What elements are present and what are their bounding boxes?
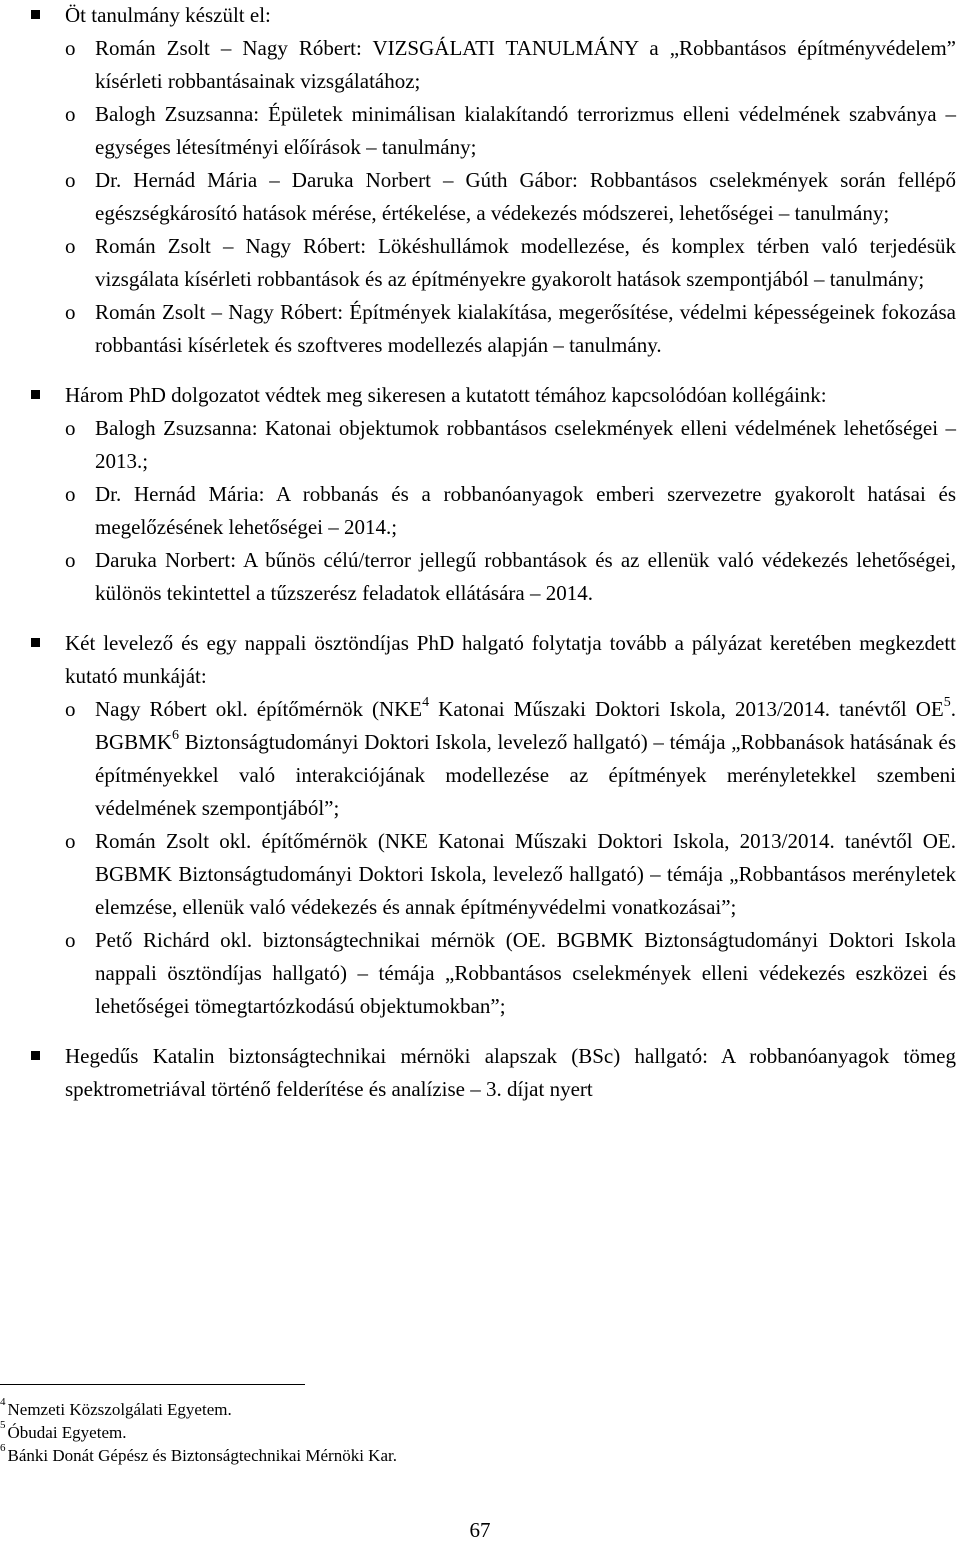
square-bullet-icon xyxy=(31,10,40,19)
sub-list-item xyxy=(65,164,956,230)
circle-bullet-icon: o xyxy=(65,36,76,60)
footnote-divider xyxy=(0,1384,305,1385)
bullet-text: Öt tanulmány készült el: xyxy=(65,3,271,27)
bullet-text: Három PhD dolgozatot védtek meg sikeresen a kutatott témához kapcsolódóan kollégáink: xyxy=(65,383,827,407)
circle-bullet-icon: o xyxy=(65,928,76,952)
sub-list-item xyxy=(65,296,956,362)
footnotes xyxy=(0,1398,900,1467)
circle-bullet-icon: o xyxy=(65,482,76,506)
footnote-number: 4 xyxy=(0,1396,6,1409)
circle-bullet-icon: o xyxy=(65,697,76,721)
circle-bullet-icon: o xyxy=(65,300,76,324)
footnote xyxy=(0,1444,900,1467)
bullet-text: Két levelező és egy nappali ösztöndíjas PhD halgató folytatja tovább a pályázat keretében megkezdett kutató munkáját: xyxy=(65,631,956,688)
sub-list xyxy=(65,32,956,362)
circle-bullet-icon: o xyxy=(65,168,76,192)
footnote-text: Nemzeti Közszolgálati Egyetem. xyxy=(7,1400,232,1419)
sub-item-text: Dr. Hernád Mária: A robbanás és a robbanóanyagok emberi szervezetre gyakorolt hatásai és megelőzésének lehetőségei – 2014.; xyxy=(95,482,956,539)
sub-list-item xyxy=(65,825,956,924)
footnote-text: Bánki Donát Gépész és Biztonságtechnikai Mérnöki Kar. xyxy=(7,1446,397,1465)
sub-item-text: Daruka Norbert: A bűnös célú/terror jellegű robbantások és az ellenük való védekezés lehetőségei, különös tekintettel a tűzszerész feladatok ellátására – 2014. xyxy=(95,548,956,605)
circle-bullet-icon: o xyxy=(65,102,76,126)
footnote-ref-6[interactable]: 6 xyxy=(172,728,180,743)
square-bullet-icon xyxy=(31,390,40,399)
circle-bullet-icon: o xyxy=(65,829,76,853)
circle-bullet-icon: o xyxy=(65,548,76,572)
sub-item-text: Román Zsolt – Nagy Róbert: Építmények kialakítása, megerősítése, védelmi képességeinek fokozása robbantási kísérletek és szoftveres modellezés alapján – tanulmány. xyxy=(95,300,956,357)
sub-list-item xyxy=(65,98,956,164)
sub-list xyxy=(65,693,956,1023)
sub-item-text: Balogh Zsuzsanna: Katonai objektumok robbantásos cselekmények elleni védelmének lehetőségei – 2013.; xyxy=(95,416,956,473)
sub-list-item xyxy=(65,693,956,825)
footnote-ref-4[interactable]: 4 xyxy=(422,695,430,710)
bullet-item xyxy=(28,379,956,610)
bullet-text: Hegedűs Katalin biztonságtechnikai mérnöki alapszak (BSc) hallgató: A robbanóanyagok tömeg spektrometriával történő felderítése és analízise – 3. díjat nyert xyxy=(65,1044,956,1101)
main-content xyxy=(28,0,956,1106)
footnote-text: Óbudai Egyetem. xyxy=(7,1423,127,1442)
sub-item-text: Román Zsolt – Nagy Róbert: VIZSGÁLATI TANULMÁNY a „Robbantásos építményvédelem” kísérleti robbantásainak vizsgálatához; xyxy=(95,36,956,93)
bullet-item xyxy=(28,627,956,1023)
sub-list-item xyxy=(65,230,956,296)
sub-item-text: Balogh Zsuzsanna: Épületek minimálisan kialakítandó terrorizmus elleni védelmének szabványa – egységes létesítményi előírások – tanulmány; xyxy=(95,102,956,159)
sub-item-text-part: Katonai Műszaki Doktori Iskola, 2013/2014. tanévtől OE xyxy=(429,697,944,721)
sub-list-item xyxy=(65,924,956,1023)
sub-item-text: Román Zsolt okl. építőmérnök (NKE Katonai Műszaki Doktori Iskola, 2013/2014. tanévtől OE. BGBMK Biztonságtudományi Doktori Iskola, levelező hallgató) – témája „Robbantásos merényletek elemzése, ellenük való védekezés és annak építményvédelmi vonatkozásai”; xyxy=(95,829,956,919)
footnote-number: 6 xyxy=(0,1442,6,1455)
sub-item-text: Dr. Hernád Mária – Daruka Norbert – Gúth Gábor: Robbantásos cselekmények során fellépő egészségkárosító hatások mérése, értékelése, a védekezés módszerei, lehetőségei – tanulmány; xyxy=(95,168,956,225)
sub-list-item xyxy=(65,32,956,98)
sub-item-text: Pető Richárd okl. biztonságtechnikai mérnök (OE. BGBMK Biztonságtudományi Doktori Iskola nappali ösztöndíjas hallgató) – témája „Robbantásos cselekmények elleni védekezés eszközei és lehetőségei tömegtartózkodású objektumokban”; xyxy=(95,928,956,1018)
circle-bullet-icon: o xyxy=(65,234,76,258)
footnote-ref-5[interactable]: 5 xyxy=(943,695,951,710)
sub-list-item xyxy=(65,412,956,478)
footnote xyxy=(0,1421,900,1444)
page-number: 67 xyxy=(469,1518,491,1542)
sub-item-text-part: Nagy Róbert okl. építőmérnök (NKE xyxy=(95,697,423,721)
sub-list-item xyxy=(65,478,956,544)
sub-item-text: Román Zsolt – Nagy Róbert: Lökéshullámok modellezése, és komplex térben való terjedésük vizsgálata kísérleti robbantások és az építményekre gyakorolt hatások szempontjából – tanulmány; xyxy=(95,234,956,291)
sub-list xyxy=(65,412,956,610)
footnote xyxy=(0,1398,900,1421)
square-bullet-icon xyxy=(31,1051,40,1060)
circle-bullet-icon: o xyxy=(65,416,76,440)
sub-list-item xyxy=(65,544,956,610)
bullet-item xyxy=(28,1040,956,1106)
bullet-item xyxy=(28,0,956,362)
sub-item-text-part: . BGBMK xyxy=(95,697,956,754)
sub-item-text-part: Biztonságtudományi Doktori Iskola, levelező hallgató) – témája „Robbanások hatásának és építményekkel való interakciójának modellezése az építmények merényletekkel szembeni védelmének szempontjából”; xyxy=(95,730,956,820)
footnote-number: 5 xyxy=(0,1419,6,1432)
square-bullet-icon xyxy=(31,638,40,647)
sub-item-text xyxy=(95,697,956,820)
